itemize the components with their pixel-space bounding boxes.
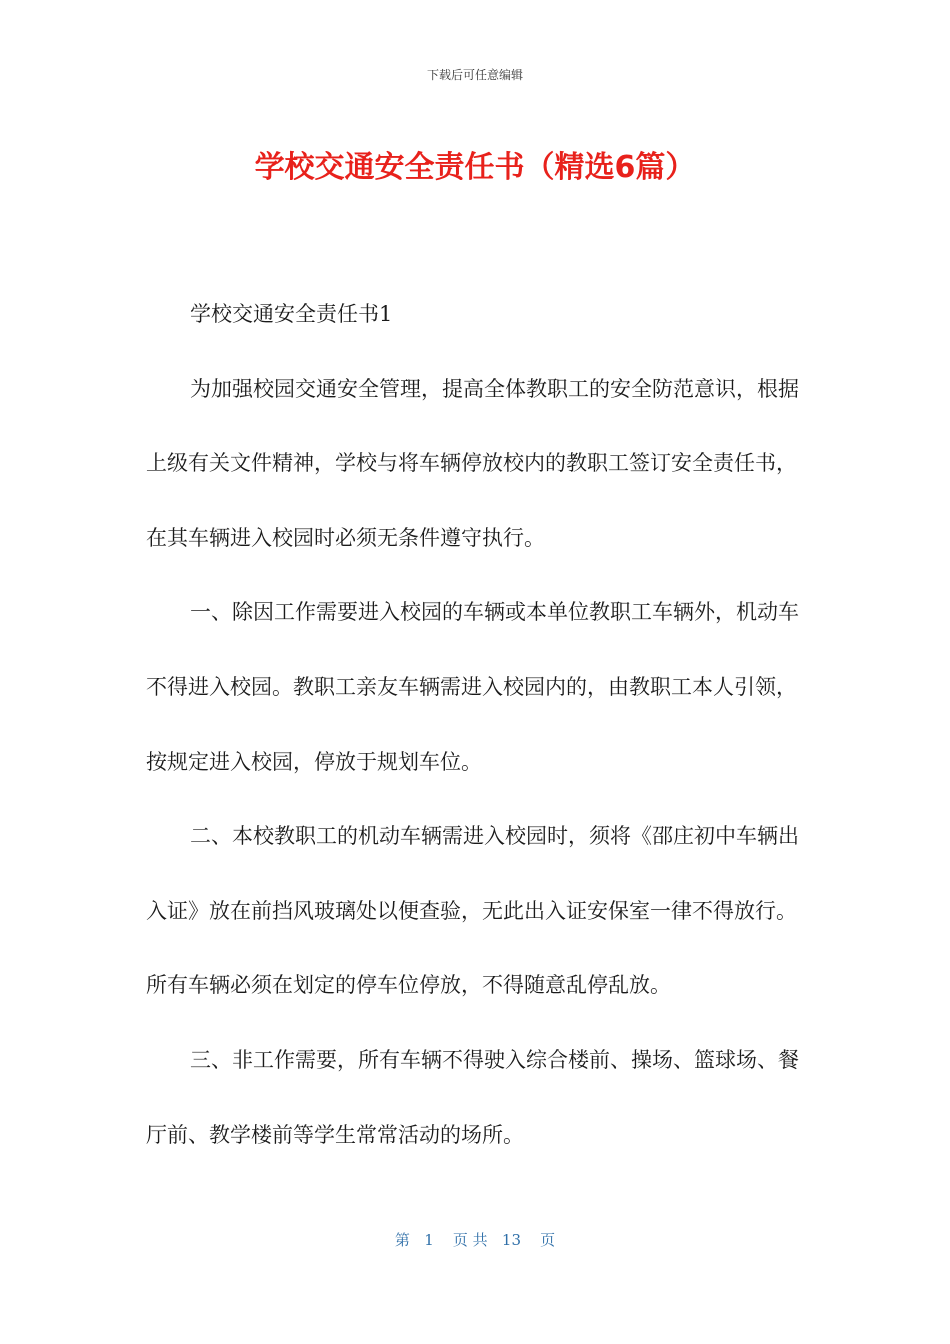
section-heading: 学校交通安全责任书1	[190, 302, 393, 326]
paragraph-item-2: 二、本校教职工的机动车辆需进入校园时，须将《邵庄初中车辆出入证》放在前挡风玻璃处以便查验，无此出入证安保室一律不得放行。所有车辆必须在划定的停车位停放，不得随意乱停乱放。	[146, 824, 799, 998]
paragraph-item-1: 一、除因工作需要进入校园的车辆或本单位教职工车辆外，机动车不得进入校园。教职工亲友车辆需进入校园内的，由教职工本人引领，按规定进入校园，停放于规划车位。	[146, 600, 799, 774]
footer-prefix: 第	[394, 1231, 410, 1249]
paragraph-item-3: 三、非工作需要，所有车辆不得驶入综合楼前、操场、篮球场、餐厅前、教学楼前等学生常常活动的场所。	[146, 1047, 799, 1147]
document-body	[146, 277, 806, 1172]
footer-total-pages: 13	[501, 1231, 522, 1249]
footer-suffix: 页	[540, 1231, 556, 1249]
paragraph-intro: 为加强校园交通安全管理，提高全体教职工的安全防范意识，根据上级有关文件精神，学校与将车辆停放校内的教职工签订安全责任书，在其车辆进入校园时必须无条件遵守执行。	[146, 376, 799, 550]
footer-middle: 页 共	[452, 1231, 488, 1249]
document-title: 学校交通安全责任书（精选6篇）	[254, 150, 696, 185]
footer-current-page: 1	[424, 1231, 434, 1249]
page-footer	[0, 1229, 950, 1250]
header-note: 下载后可任意编辑	[426, 68, 523, 82]
